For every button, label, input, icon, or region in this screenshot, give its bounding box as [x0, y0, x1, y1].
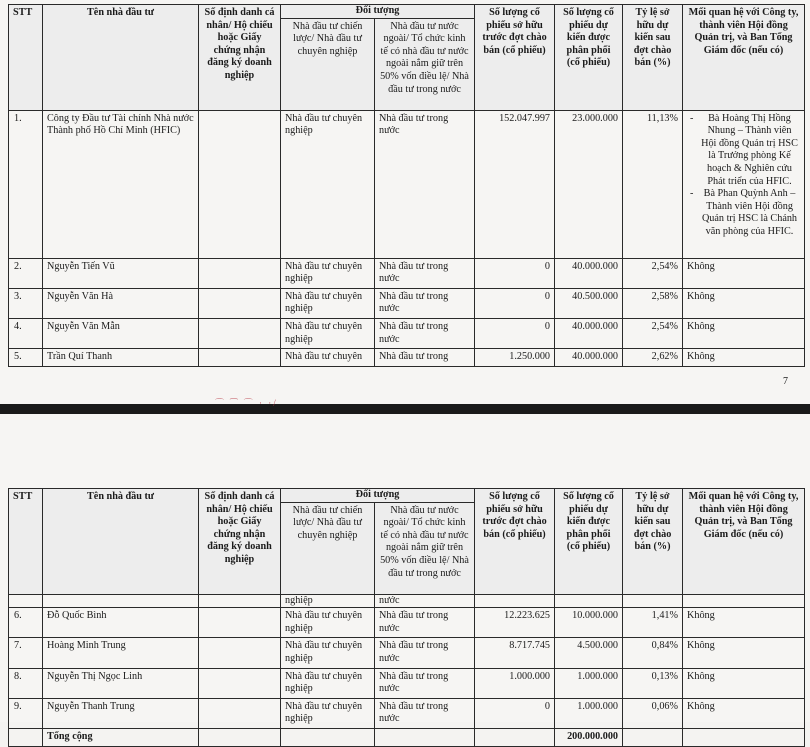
cell-id	[199, 318, 281, 348]
cell-id	[199, 698, 281, 728]
cell-shares-alloc: 40.500.000	[555, 288, 623, 318]
cell-id	[199, 258, 281, 288]
relation-item: - Bà Hoàng Thị Hồng Nhung – Thành viên Hội đồng Quản trị HSC là Trưởng phòng Kế hoạch & Nghiên cứu Phát triển của HFIC.	[699, 113, 800, 189]
cell-target-a: Nhà đầu tư chuyên nghiệp	[281, 698, 375, 728]
cell-shares-before: 12.223.625	[475, 608, 555, 638]
cell-target-b	[375, 728, 475, 746]
table-row	[9, 608, 805, 638]
total-alloc: 200.000.000	[555, 728, 623, 746]
col-header-target-a: Nhà đầu tư chiến lược/ Nhà đầu tư chuyên nghiệp	[281, 18, 375, 110]
cell-id	[199, 288, 281, 318]
cell-target-b: nước	[375, 594, 475, 608]
cell-stt: 5.	[9, 349, 43, 367]
cell-name: Hoàng Minh Trung	[43, 638, 199, 668]
col-header-id: Số định danh cá nhân/ Hộ chiếu hoặc Giấy chứng nhận đăng ký doanh nghiệp	[199, 5, 281, 111]
cell-shares-before: 0	[475, 258, 555, 288]
cell-shares-before: 1.250.000	[475, 349, 555, 367]
cell-name: Nguyễn Thanh Trung	[43, 698, 199, 728]
cell-relation: Không	[683, 668, 805, 698]
cell-id	[199, 110, 281, 258]
page-number: 7	[783, 376, 788, 387]
page-2	[0, 414, 810, 742]
cell-ratio: 2,54%	[623, 318, 683, 348]
cell-target-b: Nhà đầu tư trong nước	[375, 668, 475, 698]
table-row	[9, 258, 805, 288]
cell-id	[199, 594, 281, 608]
cell-stt	[9, 728, 43, 746]
cell-shares-before: 0	[475, 288, 555, 318]
cell-relation	[683, 728, 805, 746]
cell-relation	[683, 594, 805, 608]
cell-name: Công ty Đầu tư Tài chính Nhà nước Thành phố Hồ Chí Minh (HFIC)	[43, 110, 199, 258]
cell-shares-alloc: 40.000.000	[555, 349, 623, 367]
cell-relation: Không	[683, 288, 805, 318]
cell-name: Nguyễn Thị Ngọc Linh	[43, 668, 199, 698]
cell-ratio: 0,06%	[623, 698, 683, 728]
cell-name: Đỗ Quốc Bình	[43, 608, 199, 638]
col-header-id: Số định danh cá nhân/ Hộ chiếu hoặc Giấy chứng nhận đăng ký doanh nghiệp	[199, 489, 281, 595]
investor-table-page-1	[8, 4, 805, 367]
cell-target-a: Nhà đầu tư chuyên nghiệp	[281, 638, 375, 668]
col-header-stt: STT	[9, 5, 43, 111]
cell-shares-alloc: 40.000.000	[555, 318, 623, 348]
header-row	[9, 5, 805, 19]
col-header-ratio: Tỷ lệ sở hữu dự kiến sau đợt chào bán (%)	[623, 489, 683, 595]
cell-shares-alloc: 4.500.000	[555, 638, 623, 668]
cell-name: Nguyễn Văn Hà	[43, 288, 199, 318]
cell-shares-before: 8.717.745	[475, 638, 555, 668]
cell-target-a	[281, 728, 375, 746]
page-divider	[0, 404, 810, 414]
cell-id	[199, 608, 281, 638]
col-header-relation: Mối quan hệ với Công ty, thành viên Hội đồng Quản trị, và Ban Tổng Giám đốc (nếu có)	[683, 5, 805, 111]
cell-shares-alloc: 10.000.000	[555, 608, 623, 638]
col-header-target-b: Nhà đầu tư nước ngoài/ Tổ chức kinh tế có nhà đầu tư nước ngoài nắm giữ trên 50% vốn điều lệ/ Nhà đầu tư trong nước	[375, 502, 475, 594]
cell-ratio	[623, 728, 683, 746]
table-row	[9, 638, 805, 668]
col-header-target: Đối tượng	[281, 5, 475, 19]
cell-shares-alloc: 40.000.000	[555, 258, 623, 288]
table-row	[9, 668, 805, 698]
cell-target-b: Nhà đầu tư trong nước	[375, 608, 475, 638]
relation-list	[687, 113, 800, 239]
cell-target-a: Nhà đầu tư chuyên nghiệp	[281, 668, 375, 698]
relation-item: - Bà Phan Quỳnh Anh – Thành viên Hội đồng Quản trị HSC là Chánh văn phòng của HFIC.	[699, 188, 800, 238]
cell-shares-alloc	[555, 594, 623, 608]
cell-ratio: 2,54%	[623, 258, 683, 288]
cell-target-a: Nhà đầu tư chuyên nghiệp	[281, 110, 375, 258]
cell-relation: Không	[683, 608, 805, 638]
col-header-shares-alloc: Số lượng cổ phiếu dự kiến được phân phối (cổ phiếu)	[555, 5, 623, 111]
cell-ratio: 1,41%	[623, 608, 683, 638]
cell-relation	[683, 110, 805, 258]
col-header-relation: Mối quan hệ với Công ty, thành viên Hội đồng Quản trị, và Ban Tổng Giám đốc (nếu có)	[683, 489, 805, 595]
cell-stt: 2.	[9, 258, 43, 288]
cell-target-b: Nhà đầu tư trong nước	[375, 318, 475, 348]
cell-target-a: Nhà đầu tư chuyên nghiệp	[281, 318, 375, 348]
table-row	[9, 349, 805, 367]
cell-stt: 7.	[9, 638, 43, 668]
cell-id	[199, 349, 281, 367]
table-row	[9, 318, 805, 348]
investor-table-page-2	[8, 488, 805, 747]
cell-shares-alloc: 1.000.000	[555, 668, 623, 698]
cell-ratio: 2,58%	[623, 288, 683, 318]
red-stamp-fragment: ⌒ ⁀ ⌒ · ·/	[215, 398, 278, 408]
cell-id	[199, 638, 281, 668]
cell-name	[43, 594, 199, 608]
cell-target-b: Nhà đầu tư trong nước	[375, 698, 475, 728]
cell-shares-before: 152.047.997	[475, 110, 555, 258]
col-header-stt: STT	[9, 489, 43, 595]
total-row	[9, 728, 805, 746]
cell-ratio: 2,62%	[623, 349, 683, 367]
cell-ratio: 0,13%	[623, 668, 683, 698]
carry-over-row	[9, 594, 805, 608]
cell-name: Trần Quí Thanh	[43, 349, 199, 367]
cell-relation: Không	[683, 349, 805, 367]
cell-relation: Không	[683, 698, 805, 728]
cell-name: Nguyễn Tiến Vũ	[43, 258, 199, 288]
cell-stt: 3.	[9, 288, 43, 318]
table-row	[9, 110, 805, 258]
cell-target-b: Nhà đầu tư trong	[375, 349, 475, 367]
col-header-shares-before: Số lượng cổ phiếu sở hữu trước đợt chào bán (cổ phiếu)	[475, 5, 555, 111]
cell-target-b: Nhà đầu tư trong nước	[375, 638, 475, 668]
cell-stt	[9, 594, 43, 608]
col-header-target-b: Nhà đầu tư nước ngoài/ Tổ chức kinh tế có nhà đầu tư nước ngoài nắm giữ trên 50% vốn điều lệ/ Nhà đầu tư trong nước	[375, 18, 475, 110]
cell-stt: 9.	[9, 698, 43, 728]
table-row	[9, 698, 805, 728]
cell-target-a: Nhà đầu tư chuyên nghiệp	[281, 288, 375, 318]
total-label: Tổng cộng	[43, 728, 199, 746]
col-header-name: Tên nhà đầu tư	[43, 489, 199, 595]
col-header-target: Đối tượng	[281, 489, 475, 503]
cell-shares-alloc: 1.000.000	[555, 698, 623, 728]
cell-stt: 4.	[9, 318, 43, 348]
cell-id	[199, 728, 281, 746]
cell-shares-before	[475, 594, 555, 608]
cell-target-b: Nhà đầu tư trong nước	[375, 258, 475, 288]
cell-target-b: Nhà đầu tư trong nước	[375, 110, 475, 258]
col-header-name: Tên nhà đầu tư	[43, 5, 199, 111]
cell-target-a: Nhà đầu tư chuyên nghiệp	[281, 258, 375, 288]
cell-stt: 1.	[9, 110, 43, 258]
cell-shares-before: 1.000.000	[475, 668, 555, 698]
cell-relation: Không	[683, 258, 805, 288]
cell-stt: 6.	[9, 608, 43, 638]
cell-ratio: 11,13%	[623, 110, 683, 258]
table-row	[9, 288, 805, 318]
cell-stt: 8.	[9, 668, 43, 698]
cell-ratio: 0,84%	[623, 638, 683, 668]
cell-target-a: nghiệp	[281, 594, 375, 608]
col-header-ratio: Tỷ lệ sở hữu dự kiến sau đợt chào bán (%)	[623, 5, 683, 111]
cell-ratio	[623, 594, 683, 608]
cell-shares-before	[475, 728, 555, 746]
col-header-shares-alloc: Số lượng cổ phiếu dự kiến được phân phối (cổ phiếu)	[555, 489, 623, 595]
cell-relation: Không	[683, 638, 805, 668]
col-header-shares-before: Số lượng cổ phiếu sở hữu trước đợt chào bán (cổ phiếu)	[475, 489, 555, 595]
col-header-target-a: Nhà đầu tư chiến lược/ Nhà đầu tư chuyên nghiệp	[281, 502, 375, 594]
cell-shares-alloc: 23.000.000	[555, 110, 623, 258]
header-row	[9, 489, 805, 503]
cell-target-b: Nhà đầu tư trong nước	[375, 288, 475, 318]
cell-shares-before: 0	[475, 698, 555, 728]
cell-shares-before: 0	[475, 318, 555, 348]
cell-target-a: Nhà đầu tư chuyên nghiệp	[281, 608, 375, 638]
cell-relation: Không	[683, 318, 805, 348]
cell-id	[199, 668, 281, 698]
cell-name: Nguyễn Văn Mẫn	[43, 318, 199, 348]
cell-target-a: Nhà đầu tư chuyên	[281, 349, 375, 367]
